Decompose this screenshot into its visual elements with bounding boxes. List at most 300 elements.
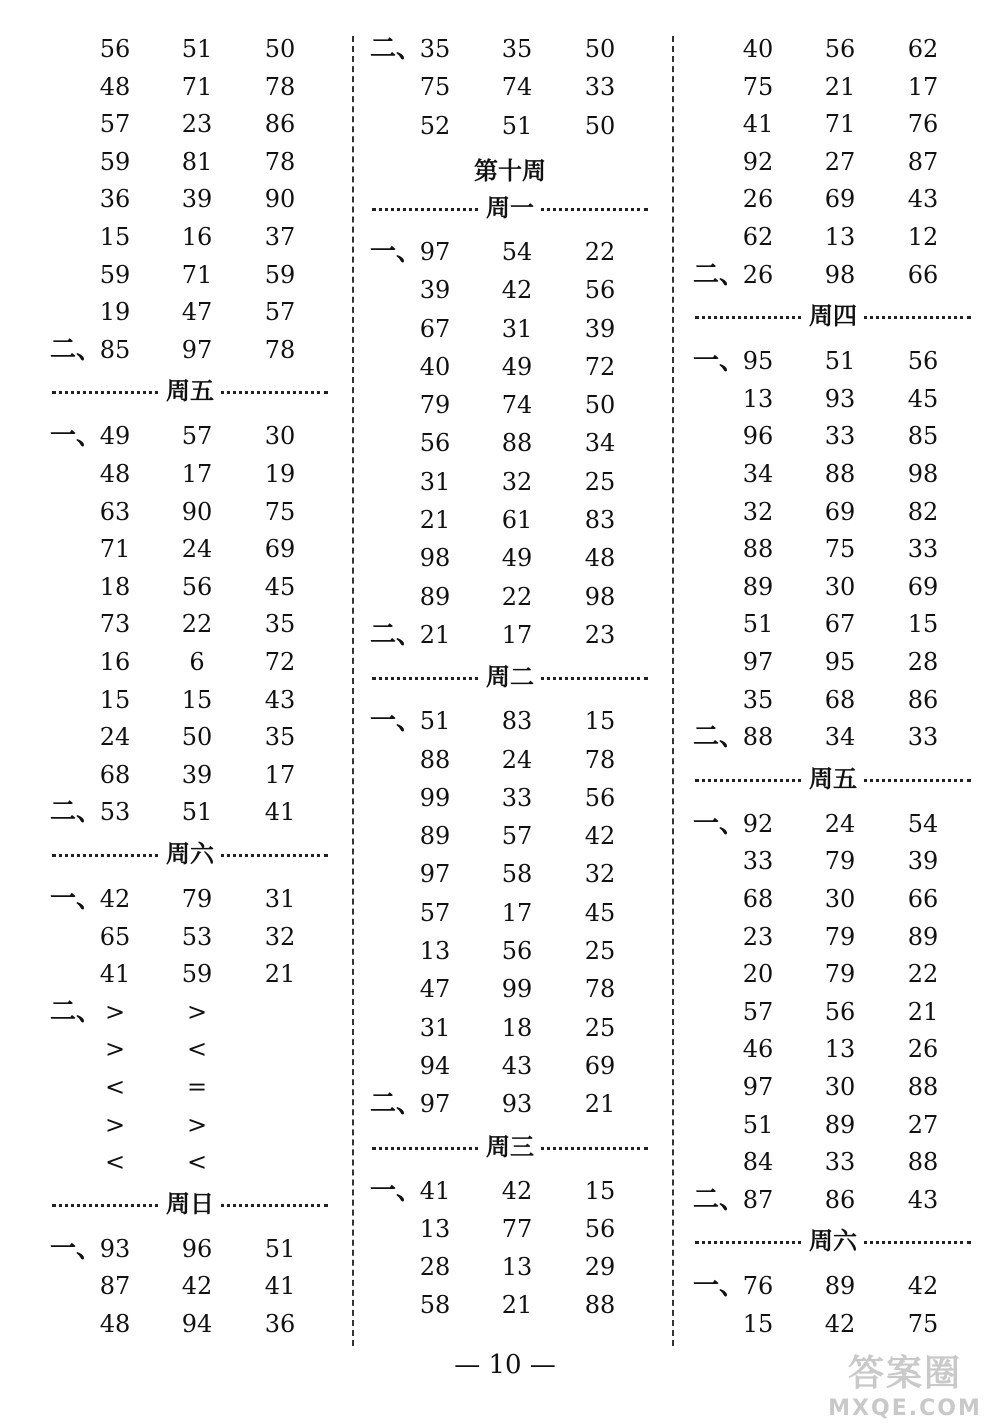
answer-value: 31	[419, 1013, 451, 1042]
answer-value: 92	[742, 809, 774, 838]
answer-value: 86	[824, 1185, 856, 1214]
answer-row	[693, 1068, 973, 1106]
answer-row	[693, 143, 973, 181]
column-divider-right	[672, 36, 674, 1346]
answer-value: 99	[419, 783, 451, 812]
answer-value: 26	[907, 1035, 939, 1064]
answer-value: 32	[742, 497, 774, 526]
answer-row	[693, 180, 973, 218]
answer-value: 33	[501, 783, 533, 812]
answer-value: 79	[181, 885, 213, 913]
answer-value: 37	[264, 223, 296, 251]
answer-value: 90	[264, 185, 296, 214]
answer-row	[693, 605, 973, 643]
answer-value: 53	[99, 798, 131, 827]
answer-value: 56	[824, 35, 856, 63]
answer-value: 79	[824, 960, 856, 989]
answer-value: 88	[824, 460, 856, 488]
answer-value: 76	[907, 110, 939, 139]
answer-value: 35	[742, 685, 774, 714]
question-number-label: 一、	[370, 706, 423, 737]
answer-value: >	[186, 1110, 208, 1139]
answer-value: 27	[907, 1110, 939, 1139]
answer-value: 25	[584, 467, 616, 496]
answer-row	[50, 918, 330, 956]
answer-value: 42	[99, 885, 131, 913]
answer-row	[50, 1030, 330, 1068]
answer-row	[50, 293, 330, 331]
answer-value: 43	[907, 185, 939, 214]
question-number-label: 二、	[50, 334, 103, 365]
answer-value: 50	[584, 111, 616, 140]
answer-row	[693, 105, 973, 143]
answer-value: 17	[501, 620, 533, 649]
answer-row	[693, 530, 973, 568]
answer-row	[370, 1172, 650, 1210]
answer-value: 6	[189, 648, 205, 676]
answer-value: 50	[584, 391, 616, 420]
day-section-header	[50, 371, 330, 411]
answer-value: 33	[824, 422, 856, 451]
answer-row	[370, 1047, 650, 1085]
answer-row	[50, 1267, 330, 1305]
answer-value: 48	[584, 544, 616, 573]
answer-value: 48	[99, 1310, 131, 1338]
answer-value: 78	[264, 147, 296, 176]
answer-value: 68	[824, 685, 856, 714]
answer-value: 57	[501, 822, 533, 851]
answer-row	[370, 30, 650, 68]
day-section-header	[370, 657, 650, 697]
answer-value: 49	[501, 544, 533, 573]
column-divider-left	[352, 36, 354, 1346]
answer-value: 89	[907, 922, 939, 951]
answer-value: 82	[907, 497, 939, 526]
answer-value: 50	[181, 723, 213, 752]
day-title: 周五	[803, 759, 863, 799]
answer-value: 35	[264, 723, 296, 752]
answer-value: 17	[264, 760, 296, 789]
answer-value: 15	[584, 1176, 616, 1205]
question-number-label: 一、	[693, 346, 746, 377]
answer-row	[370, 463, 650, 501]
answer-value: 21	[419, 620, 451, 649]
answer-value: 98	[824, 260, 856, 289]
answer-value: 26	[742, 185, 774, 214]
answer-value: 54	[907, 809, 939, 838]
answer-value: 45	[584, 898, 616, 927]
answer-row	[693, 1143, 973, 1181]
day-title: 周二	[480, 657, 540, 697]
answer-value: 40	[419, 352, 451, 381]
answer-value: 15	[584, 707, 616, 736]
answer-row	[370, 1085, 650, 1123]
answer-value: 19	[264, 460, 296, 488]
answer-value: 24	[824, 809, 856, 838]
question-number-label: 一、	[50, 1233, 103, 1264]
answer-value: 32	[501, 467, 533, 496]
answer-value: 99	[501, 975, 533, 1004]
answer-row	[693, 1181, 973, 1219]
answer-row	[50, 530, 330, 568]
answer-value: 21	[264, 960, 296, 989]
answer-value: 51	[181, 35, 213, 63]
answer-value: 88	[742, 723, 774, 752]
answer-row	[50, 256, 330, 294]
answer-row	[50, 568, 330, 606]
day-title: 周六	[160, 834, 220, 874]
answer-value: 50	[584, 35, 616, 63]
answer-value: 98	[907, 460, 939, 488]
answer-value: 56	[824, 997, 856, 1026]
watermark-line-1: 答案圈	[847, 1353, 962, 1394]
answer-value: 79	[824, 922, 856, 951]
answer-value: 17	[501, 898, 533, 927]
answer-value: 79	[419, 391, 451, 420]
answer-value: 84	[742, 1148, 774, 1177]
day-section-header	[693, 1221, 973, 1261]
answer-value: 31	[419, 467, 451, 496]
answer-row	[370, 1009, 650, 1047]
answer-value: 57	[99, 110, 131, 139]
answer-value: 25	[584, 1013, 616, 1042]
answer-value: 89	[824, 1272, 856, 1301]
answer-value: 75	[824, 535, 856, 564]
answer-value: 23	[181, 110, 213, 139]
day-title: 周三	[480, 1127, 540, 1167]
answer-value: 54	[501, 237, 533, 266]
answer-row	[370, 1286, 650, 1324]
answer-value: 69	[907, 572, 939, 601]
answer-value: 74	[501, 391, 533, 420]
answer-row	[693, 493, 973, 531]
answer-value: 42	[907, 1272, 939, 1301]
answer-row	[693, 918, 973, 956]
question-number-label: 一、	[693, 808, 746, 839]
answer-value: 85	[99, 335, 131, 364]
answer-row	[370, 855, 650, 893]
answer-row	[693, 30, 973, 68]
answer-value: 15	[99, 685, 131, 714]
answer-value: 63	[99, 497, 131, 526]
answer-row	[370, 1210, 650, 1248]
answer-row	[50, 1106, 330, 1144]
answer-value: 62	[907, 35, 939, 63]
answer-value: 97	[742, 648, 774, 676]
answer-value: 13	[419, 1214, 451, 1243]
answer-row	[693, 256, 973, 294]
answer-value: >	[104, 1110, 126, 1139]
answer-value: 75	[742, 72, 774, 101]
answer-row	[50, 756, 330, 794]
answer-row	[693, 805, 973, 843]
answer-value: 97	[742, 1073, 774, 1101]
answer-row	[693, 718, 973, 756]
answer-value: 58	[501, 860, 533, 889]
answer-row	[370, 578, 650, 616]
answer-row	[50, 993, 330, 1031]
answer-value: 88	[419, 745, 451, 774]
answer-value: 95	[742, 347, 774, 376]
answer-value: 94	[181, 1310, 213, 1338]
answer-value: >	[186, 997, 208, 1026]
answer-value: 61	[501, 506, 533, 534]
answer-value: 77	[501, 1214, 533, 1243]
answer-value: 59	[264, 260, 296, 289]
answer-value: 83	[584, 506, 616, 534]
answer-value: 96	[742, 422, 774, 451]
question-number-label: 一、	[693, 1271, 746, 1302]
answer-value: 56	[584, 276, 616, 305]
answer-value: 78	[264, 72, 296, 101]
answer-value: 49	[99, 422, 131, 451]
answer-value: 48	[99, 460, 131, 488]
question-number-label: 二、	[50, 797, 103, 828]
answer-value: 13	[824, 1035, 856, 1064]
answer-row	[50, 718, 330, 756]
answer-row	[50, 105, 330, 143]
answer-value: 41	[742, 110, 774, 139]
day-section-header	[50, 1184, 330, 1224]
answer-row	[50, 1143, 330, 1181]
answer-value: 65	[99, 922, 131, 951]
answer-row	[693, 643, 973, 681]
answer-row	[693, 1030, 973, 1068]
question-number-label: 二、	[50, 996, 103, 1027]
answer-value: 51	[501, 111, 533, 140]
day-title: 周五	[160, 371, 220, 411]
answer-value: 75	[907, 1310, 939, 1338]
answer-value: 39	[181, 760, 213, 789]
answer-value: 24	[99, 723, 131, 752]
answer-row	[693, 681, 973, 719]
answer-row	[50, 218, 330, 256]
answer-value: 31	[501, 314, 533, 343]
answer-row	[693, 1106, 973, 1144]
answer-value: 56	[181, 572, 213, 601]
answer-value: 58	[419, 1291, 451, 1320]
answer-value: 45	[264, 572, 296, 601]
answer-value: 32	[264, 922, 296, 951]
answer-value: 74	[501, 73, 533, 102]
answer-value: 30	[264, 422, 296, 451]
answer-value: 50	[264, 35, 296, 63]
answer-value: 97	[419, 1090, 451, 1119]
answer-value: 24	[501, 745, 533, 774]
answer-row	[50, 880, 330, 918]
answer-row	[50, 955, 330, 993]
answer-value: 23	[584, 620, 616, 649]
answer-row	[370, 702, 650, 740]
answer-value: >	[104, 1035, 126, 1064]
answer-value: 69	[824, 185, 856, 214]
answer-value: 41	[99, 960, 131, 989]
answer-value: 34	[824, 723, 856, 752]
answer-value: 97	[181, 335, 213, 364]
answer-value: 16	[99, 648, 131, 676]
answer-value: 81	[181, 147, 213, 176]
answer-row	[370, 741, 650, 779]
answer-value: 32	[584, 860, 616, 889]
answer-value: 89	[419, 582, 451, 611]
answer-value: 68	[99, 760, 131, 789]
answer-value: 16	[181, 223, 213, 251]
answer-value: 67	[419, 314, 451, 343]
answer-value: 13	[824, 223, 856, 251]
answer-value: <	[186, 1035, 208, 1064]
answer-value: 79	[824, 847, 856, 876]
answer-value: 22	[501, 582, 533, 611]
answer-value: 35	[264, 610, 296, 639]
answer-value: 24	[181, 535, 213, 564]
answer-row	[50, 331, 330, 369]
answer-value: 36	[99, 185, 131, 214]
answer-value: 87	[907, 147, 939, 176]
answer-value: 72	[264, 648, 296, 676]
answer-value: 15	[907, 610, 939, 639]
answer-row	[370, 539, 650, 577]
answer-value: 69	[824, 497, 856, 526]
answer-value: =	[186, 1073, 208, 1101]
answer-value: 17	[907, 72, 939, 101]
answer-row	[370, 348, 650, 386]
answer-value: 21	[907, 997, 939, 1026]
answer-value: 20	[742, 960, 774, 989]
answer-value: 59	[181, 960, 213, 989]
answer-value: 35	[419, 35, 451, 63]
answer-value: 33	[824, 1148, 856, 1177]
answer-value: 29	[584, 1253, 616, 1282]
answer-value: 13	[501, 1253, 533, 1282]
answer-value: 67	[824, 610, 856, 639]
answer-value: 39	[419, 276, 451, 305]
answer-value: 97	[419, 237, 451, 266]
answer-row	[693, 1305, 973, 1343]
answer-row	[693, 417, 973, 455]
answer-value: 93	[824, 384, 856, 413]
answer-row	[370, 894, 650, 932]
question-number-label: 二、	[693, 259, 746, 290]
answer-value: 92	[742, 147, 774, 176]
answer-value: 51	[742, 1110, 774, 1139]
answer-row	[693, 380, 973, 418]
answer-value: 45	[907, 384, 939, 413]
answer-value: <	[104, 1148, 126, 1177]
answer-value: 42	[824, 1310, 856, 1338]
answer-value: 33	[584, 73, 616, 102]
watermark-line-2: MXQE.COM	[828, 1396, 982, 1421]
answer-value: 56	[907, 347, 939, 376]
answer-value: 62	[742, 223, 774, 251]
answer-value: 51	[264, 1234, 296, 1263]
answer-value: 53	[181, 922, 213, 951]
answer-row	[50, 643, 330, 681]
answer-row	[370, 616, 650, 654]
answer-value: 93	[99, 1234, 131, 1263]
day-title: 周日	[160, 1184, 220, 1224]
answer-value: 59	[99, 260, 131, 289]
question-number-label: 二、	[693, 1184, 746, 1215]
answer-value: 98	[419, 544, 451, 573]
day-section-header	[693, 296, 973, 336]
answer-value: 51	[419, 707, 451, 736]
answer-value: 48	[99, 72, 131, 101]
answer-value: 43	[501, 1051, 533, 1080]
answer-value: 75	[419, 73, 451, 102]
answer-row	[370, 68, 650, 106]
answer-row	[50, 143, 330, 181]
answer-value: 42	[584, 822, 616, 851]
answer-value: 89	[742, 572, 774, 601]
answer-value: 66	[907, 885, 939, 913]
answer-value: 78	[584, 745, 616, 774]
answer-row	[693, 218, 973, 256]
watermark-logo	[820, 1345, 990, 1421]
answer-value: 96	[181, 1234, 213, 1263]
answer-row	[50, 180, 330, 218]
answer-value: 56	[501, 937, 533, 965]
answer-value: 47	[419, 975, 451, 1004]
day-title: 周四	[803, 296, 863, 336]
answer-row	[50, 30, 330, 68]
answer-value: 41	[264, 1272, 296, 1301]
answer-value: 41	[419, 1176, 451, 1205]
answer-value: 90	[181, 497, 213, 526]
answer-row	[693, 68, 973, 106]
answer-value: 19	[99, 298, 131, 327]
answer-value: 69	[264, 535, 296, 564]
answer-value: 51	[824, 347, 856, 376]
answer-value: 78	[584, 975, 616, 1004]
answer-value: 51	[742, 610, 774, 639]
answer-value: 69	[584, 1051, 616, 1080]
answer-row	[370, 1248, 650, 1286]
answer-row	[693, 955, 973, 993]
question-number-label: 一、	[370, 236, 423, 267]
answer-row	[370, 817, 650, 855]
answer-value: >	[104, 997, 126, 1026]
answer-value: 88	[584, 1291, 616, 1320]
answer-value: 56	[99, 35, 131, 63]
day-section-header	[50, 834, 330, 874]
answer-row	[693, 993, 973, 1031]
answer-value: 39	[181, 185, 213, 214]
answer-value: 39	[584, 314, 616, 343]
answer-value: 73	[99, 610, 131, 639]
answer-value: 88	[907, 1073, 939, 1101]
answer-value: 93	[501, 1090, 533, 1119]
answer-row	[370, 386, 650, 424]
answer-value: 12	[907, 223, 939, 251]
answer-row	[50, 1230, 330, 1268]
answer-value: 98	[584, 582, 616, 611]
answer-row	[370, 424, 650, 462]
answer-value: 86	[907, 685, 939, 714]
answer-value: 78	[264, 335, 296, 364]
answer-row	[693, 1267, 973, 1305]
answer-value: 59	[99, 147, 131, 176]
answer-row	[50, 681, 330, 719]
answer-value: 42	[501, 1176, 533, 1205]
answer-value: 18	[501, 1013, 533, 1042]
day-title: 周一	[480, 188, 540, 228]
day-title: 周六	[803, 1221, 863, 1261]
answer-value: 15	[99, 223, 131, 251]
answer-value: 30	[824, 885, 856, 913]
answer-row	[693, 880, 973, 918]
answer-value: 30	[824, 572, 856, 601]
answer-value: 22	[584, 237, 616, 266]
